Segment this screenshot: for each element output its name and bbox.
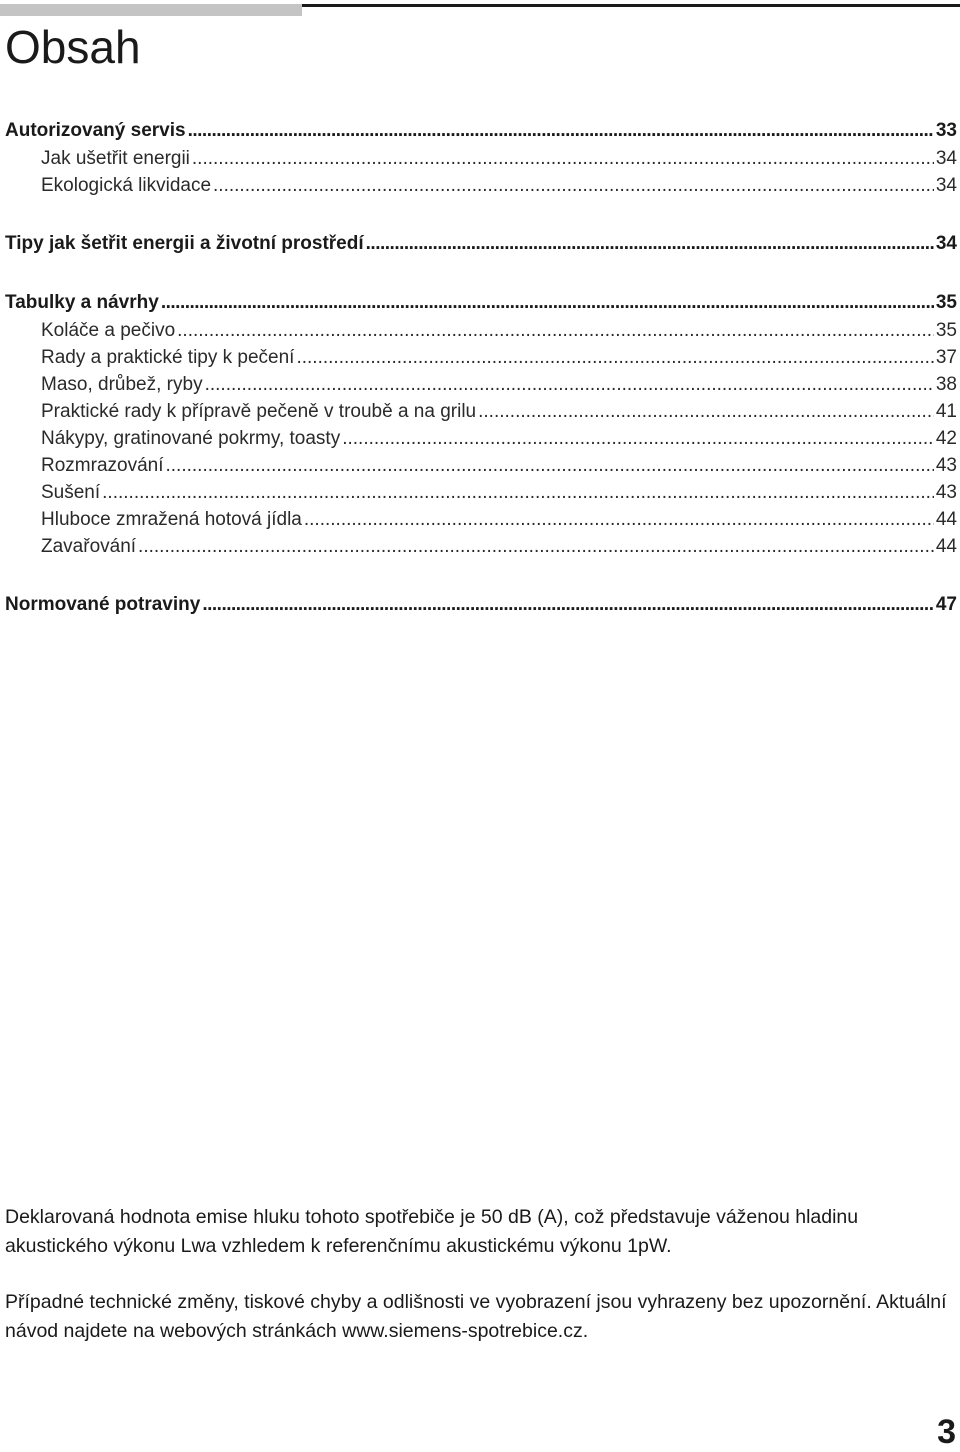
toc-entry-label: Rady a praktické tipy k pečení (41, 347, 295, 368)
toc-entry-page: 35 (935, 292, 957, 313)
toc-entry-label: Hluboce zmražená hotová jídla (41, 509, 302, 530)
toc-entry-label: Zavařování (41, 536, 137, 557)
toc-leader-dots (161, 289, 934, 317)
toc-leader-dots (366, 230, 934, 258)
noise-emission-note: Deklarovaná hodnota emise hluku tohoto spotřebiče je 50 dB (A), což představuje váženou hladinu akustického výkonu Lwa vzhledem k referenčnímu akustickému výkonu 1pW. (5, 1206, 859, 1257)
toc-leader-dots (213, 172, 934, 199)
toc-entry-page: 34 (935, 148, 957, 169)
toc-entry-page: 33 (935, 120, 957, 141)
toc-entry-label: Normované potraviny (5, 594, 201, 615)
toc-entry-page: 38 (935, 374, 957, 395)
toc-entry-label: Sušení (41, 482, 101, 503)
toc-entry-label: Rozmrazování (41, 455, 164, 476)
toc-entry-page: 35 (935, 320, 957, 341)
toc-leader-dots (177, 317, 934, 344)
toc-entry-rozmrazovani[interactable] (5, 452, 957, 479)
header-rule-gray (0, 4, 302, 16)
toc-entry-rady-a-prakticke-tipy[interactable] (5, 344, 957, 371)
disclaimer-note: Případné technické změny, tiskové chyby a odlišnosti ve vyobrazení jsou vyhrazeny bez upozornění. Aktuální návod najdete na webových stránkách www.siemens-spotrebice.cz. (5, 1291, 947, 1342)
toc-leader-dots (478, 398, 934, 425)
toc-entry-suseni[interactable] (5, 479, 957, 506)
toc-entry-tabulky-a-navrhy[interactable] (5, 289, 957, 317)
toc-leader-dots (296, 344, 933, 371)
toc-entry-label: Jak ušetřit energii (41, 148, 190, 169)
toc-entry-label: Autorizovaný servis (5, 120, 186, 141)
toc-entry-page: 34 (935, 175, 957, 196)
toc-entry-ekologicka-likvidace[interactable] (5, 172, 957, 199)
toc-entry-maso-drubez-ryby[interactable] (5, 371, 957, 398)
toc-entry-page: 41 (935, 401, 957, 422)
toc-entry-page: 34 (935, 233, 957, 254)
page-number: 3 (937, 1413, 956, 1451)
toc-entry-page: 43 (935, 482, 957, 503)
toc-leader-dots (342, 425, 934, 452)
toc-entry-label: Tabulky a návrhy (5, 292, 159, 313)
toc-entry-page: 42 (935, 428, 957, 449)
toc-entry-label: Ekologická likvidace (41, 175, 212, 196)
toc-entry-label: Tipy jak šetřit energii a životní prostředí (5, 233, 364, 254)
toc-entry-kolace-a-pecivo[interactable] (5, 317, 957, 344)
toc-entry-page: 37 (935, 347, 957, 368)
toc-leader-dots (205, 371, 934, 398)
toc-leader-dots (102, 479, 934, 506)
toc-entry-page: 47 (935, 594, 957, 615)
toc-entry-label: Koláče a pečivo (41, 320, 176, 341)
toc-entry-page: 44 (935, 536, 957, 557)
toc-entry-label: Praktické rady k přípravě pečeně v troubě a na grilu (41, 401, 477, 422)
toc-entry-page: 43 (935, 455, 957, 476)
toc-entry-zavarovani[interactable] (5, 533, 957, 560)
header-rule-black (302, 4, 960, 7)
toc-entry-normovane-potraviny[interactable] (5, 591, 957, 619)
page-title: Obsah (5, 21, 141, 73)
toc-leader-dots (304, 506, 934, 533)
toc-entry-autorizovany-servis[interactable] (5, 117, 957, 145)
toc-leader-dots (202, 591, 934, 619)
toc-entry-hluboce-zmrazena[interactable] (5, 506, 957, 533)
toc-entry-label: Maso, drůbež, ryby (41, 374, 203, 395)
toc-leader-dots (188, 117, 934, 145)
toc-entry-nakypy[interactable] (5, 425, 957, 452)
toc-entry-prakticke-rady-pecene[interactable] (5, 398, 957, 425)
toc-entry-label: Nákypy, gratinované pokrmy, toasty (41, 428, 341, 449)
toc-entry-page: 44 (935, 509, 957, 530)
toc-entry-tipy-jak-setrit[interactable] (5, 230, 957, 258)
toc-leader-dots (192, 145, 934, 172)
toc-leader-dots (138, 533, 934, 560)
toc-leader-dots (166, 452, 934, 479)
toc-entry-jak-usetrit-energii[interactable] (5, 145, 957, 172)
table-of-contents (5, 117, 957, 619)
